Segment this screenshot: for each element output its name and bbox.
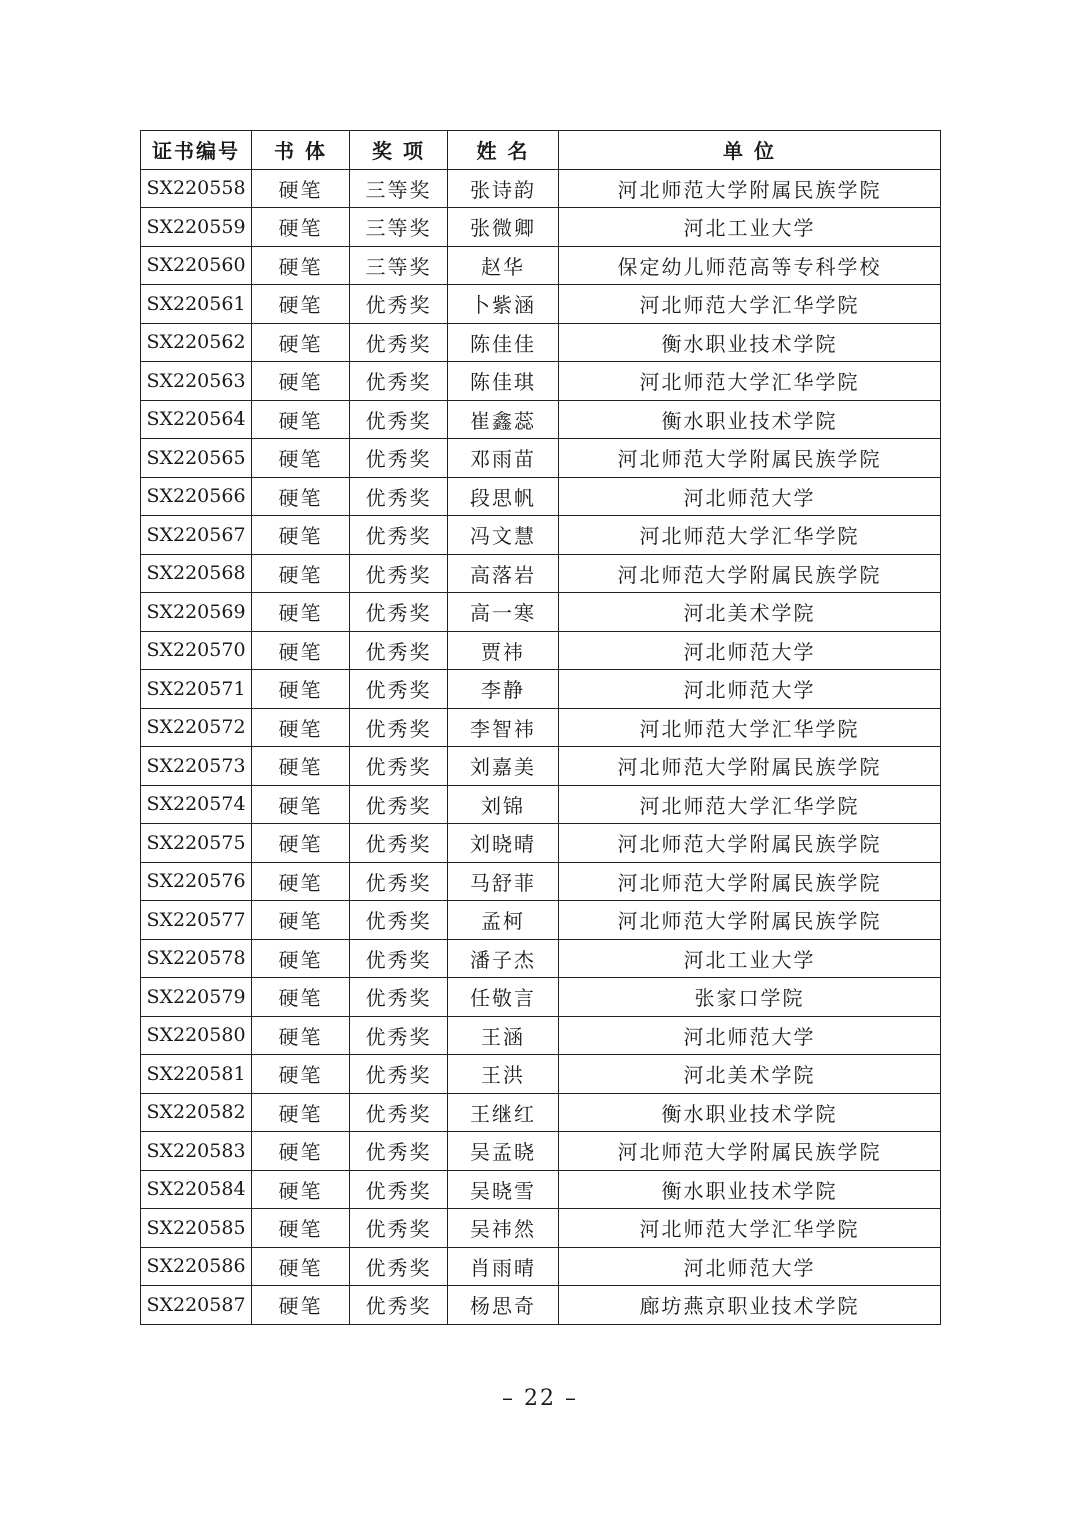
name-cell: 陈佳琪	[448, 362, 559, 401]
unit-cell: 河北师范大学汇华学院	[559, 1209, 941, 1248]
script-type-cell: 硬笔	[252, 862, 350, 901]
cert-number-cell: SX220571	[141, 670, 252, 709]
script-type-cell: 硬笔	[252, 708, 350, 747]
name-cell: 李静	[448, 670, 559, 709]
table-row	[141, 593, 941, 632]
unit-cell: 河北师范大学附属民族学院	[559, 439, 941, 478]
name-cell: 高落岩	[448, 554, 559, 593]
award-cell: 优秀奖	[350, 901, 448, 940]
script-type-cell: 硬笔	[252, 1093, 350, 1132]
table-row	[141, 1209, 941, 1248]
award-cell: 优秀奖	[350, 1170, 448, 1209]
award-cell: 优秀奖	[350, 670, 448, 709]
table-row	[141, 362, 941, 401]
name-cell: 刘晓晴	[448, 824, 559, 863]
award-cell: 优秀奖	[350, 978, 448, 1017]
cert-number-cell: SX220569	[141, 593, 252, 632]
award-cell: 优秀奖	[350, 1209, 448, 1248]
name-cell: 刘嘉美	[448, 747, 559, 786]
table-row	[141, 862, 941, 901]
name-cell: 贾祎	[448, 631, 559, 670]
cert-number-cell: SX220563	[141, 362, 252, 401]
name-cell: 段思帆	[448, 477, 559, 516]
table-row	[141, 708, 941, 747]
unit-cell: 河北师范大学	[559, 670, 941, 709]
cert-number-cell: SX220577	[141, 901, 252, 940]
header-award: 奖 项	[350, 131, 448, 170]
script-type-cell: 硬笔	[252, 477, 350, 516]
name-cell: 李智祎	[448, 708, 559, 747]
cert-number-cell: SX220579	[141, 978, 252, 1017]
unit-cell: 河北师范大学汇华学院	[559, 285, 941, 324]
unit-cell: 衡水职业技术学院	[559, 400, 941, 439]
unit-cell: 河北师范大学附属民族学院	[559, 824, 941, 863]
award-cell: 优秀奖	[350, 1286, 448, 1325]
cert-number-cell: SX220568	[141, 554, 252, 593]
table-row	[141, 670, 941, 709]
award-cell: 优秀奖	[350, 593, 448, 632]
table-row	[141, 747, 941, 786]
cert-number-cell: SX220558	[141, 169, 252, 208]
header-row	[141, 131, 941, 170]
name-cell: 吴孟晓	[448, 1132, 559, 1171]
name-cell: 赵华	[448, 246, 559, 285]
unit-cell: 河北工业大学	[559, 939, 941, 978]
unit-cell: 河北师范大学汇华学院	[559, 516, 941, 555]
cert-number-cell: SX220576	[141, 862, 252, 901]
unit-cell: 河北师范大学	[559, 631, 941, 670]
unit-cell: 河北师范大学	[559, 1247, 941, 1286]
award-cell: 优秀奖	[350, 939, 448, 978]
table-row	[141, 400, 941, 439]
name-cell: 张微卿	[448, 208, 559, 247]
script-type-cell: 硬笔	[252, 516, 350, 555]
name-cell: 陈佳佳	[448, 323, 559, 362]
unit-cell: 衡水职业技术学院	[559, 323, 941, 362]
unit-cell: 河北美术学院	[559, 1055, 941, 1094]
table-body	[141, 169, 941, 1324]
award-table	[140, 130, 941, 1325]
award-cell: 优秀奖	[350, 1247, 448, 1286]
table-row	[141, 631, 941, 670]
cert-number-cell: SX220560	[141, 246, 252, 285]
unit-cell: 廊坊燕京职业技术学院	[559, 1286, 941, 1325]
script-type-cell: 硬笔	[252, 208, 350, 247]
name-cell: 孟柯	[448, 901, 559, 940]
award-cell: 优秀奖	[350, 323, 448, 362]
unit-cell: 河北工业大学	[559, 208, 941, 247]
name-cell: 任敬言	[448, 978, 559, 1017]
cert-number-cell: SX220564	[141, 400, 252, 439]
award-cell: 优秀奖	[350, 1016, 448, 1055]
cert-number-cell: SX220578	[141, 939, 252, 978]
script-type-cell: 硬笔	[252, 593, 350, 632]
unit-cell: 河北师范大学汇华学院	[559, 708, 941, 747]
cert-number-cell: SX220566	[141, 477, 252, 516]
table-row	[141, 1170, 941, 1209]
name-cell: 张诗韵	[448, 169, 559, 208]
table-row	[141, 439, 941, 478]
name-cell: 杨思奇	[448, 1286, 559, 1325]
table-row	[141, 554, 941, 593]
table-row	[141, 1055, 941, 1094]
unit-cell: 张家口学院	[559, 978, 941, 1017]
page-number: – 22 –	[502, 1386, 578, 1411]
name-cell: 高一寒	[448, 593, 559, 632]
unit-cell: 河北师范大学附属民族学院	[559, 1132, 941, 1171]
script-type-cell: 硬笔	[252, 439, 350, 478]
script-type-cell: 硬笔	[252, 824, 350, 863]
table-row	[141, 1132, 941, 1171]
script-type-cell: 硬笔	[252, 1170, 350, 1209]
cert-number-cell: SX220587	[141, 1286, 252, 1325]
table-row	[141, 824, 941, 863]
name-cell: 马舒菲	[448, 862, 559, 901]
unit-cell: 河北师范大学附属民族学院	[559, 169, 941, 208]
script-type-cell: 硬笔	[252, 978, 350, 1017]
script-type-cell: 硬笔	[252, 1286, 350, 1325]
cert-number-cell: SX220573	[141, 747, 252, 786]
award-cell: 优秀奖	[350, 1093, 448, 1132]
unit-cell: 河北师范大学附属民族学院	[559, 554, 941, 593]
table-row	[141, 285, 941, 324]
table-row	[141, 169, 941, 208]
name-cell: 崔鑫蕊	[448, 400, 559, 439]
header-unit: 单 位	[559, 131, 941, 170]
award-cell: 优秀奖	[350, 516, 448, 555]
name-cell: 潘子杰	[448, 939, 559, 978]
name-cell: 吴祎然	[448, 1209, 559, 1248]
name-cell: 冯文慧	[448, 516, 559, 555]
script-type-cell: 硬笔	[252, 939, 350, 978]
unit-cell: 河北师范大学汇华学院	[559, 362, 941, 401]
name-cell: 卜紫涵	[448, 285, 559, 324]
cert-number-cell: SX220585	[141, 1209, 252, 1248]
table-row	[141, 978, 941, 1017]
name-cell: 肖雨晴	[448, 1247, 559, 1286]
script-type-cell: 硬笔	[252, 323, 350, 362]
cert-number-cell: SX220584	[141, 1170, 252, 1209]
cert-number-cell: SX220574	[141, 785, 252, 824]
table-row	[141, 1016, 941, 1055]
table-row	[141, 246, 941, 285]
cert-number-cell: SX220583	[141, 1132, 252, 1171]
cert-number-cell: SX220561	[141, 285, 252, 324]
name-cell: 王洪	[448, 1055, 559, 1094]
table-row	[141, 1247, 941, 1286]
cert-number-cell: SX220559	[141, 208, 252, 247]
award-cell: 优秀奖	[350, 400, 448, 439]
award-cell: 优秀奖	[350, 785, 448, 824]
cert-number-cell: SX220575	[141, 824, 252, 863]
unit-cell: 河北师范大学附属民族学院	[559, 862, 941, 901]
script-type-cell: 硬笔	[252, 631, 350, 670]
award-cell: 优秀奖	[350, 824, 448, 863]
name-cell: 吴晓雪	[448, 1170, 559, 1209]
script-type-cell: 硬笔	[252, 1209, 350, 1248]
header-name: 姓 名	[448, 131, 559, 170]
script-type-cell: 硬笔	[252, 785, 350, 824]
unit-cell: 衡水职业技术学院	[559, 1170, 941, 1209]
cert-number-cell: SX220582	[141, 1093, 252, 1132]
script-type-cell: 硬笔	[252, 362, 350, 401]
award-cell: 优秀奖	[350, 1132, 448, 1171]
script-type-cell: 硬笔	[252, 246, 350, 285]
table-header	[141, 131, 941, 170]
script-type-cell: 硬笔	[252, 285, 350, 324]
table-row	[141, 208, 941, 247]
cert-number-cell: SX220562	[141, 323, 252, 362]
cert-number-cell: SX220572	[141, 708, 252, 747]
name-cell: 刘锦	[448, 785, 559, 824]
award-cell: 优秀奖	[350, 708, 448, 747]
unit-cell: 河北师范大学	[559, 1016, 941, 1055]
script-type-cell: 硬笔	[252, 1016, 350, 1055]
cert-number-cell: SX220570	[141, 631, 252, 670]
table-row	[141, 323, 941, 362]
script-type-cell: 硬笔	[252, 169, 350, 208]
award-cell: 优秀奖	[350, 439, 448, 478]
award-cell: 优秀奖	[350, 554, 448, 593]
unit-cell: 河北师范大学附属民族学院	[559, 901, 941, 940]
script-type-cell: 硬笔	[252, 747, 350, 786]
award-cell: 优秀奖	[350, 862, 448, 901]
header-cert-number: 证书编号	[141, 131, 252, 170]
cert-number-cell: SX220580	[141, 1016, 252, 1055]
award-cell: 三等奖	[350, 208, 448, 247]
table-row	[141, 939, 941, 978]
table-row	[141, 1093, 941, 1132]
award-cell: 优秀奖	[350, 1055, 448, 1094]
cert-number-cell: SX220567	[141, 516, 252, 555]
unit-cell: 保定幼儿师范高等专科学校	[559, 246, 941, 285]
award-cell: 三等奖	[350, 169, 448, 208]
table-row	[141, 516, 941, 555]
script-type-cell: 硬笔	[252, 1132, 350, 1171]
cert-number-cell: SX220565	[141, 439, 252, 478]
cert-number-cell: SX220581	[141, 1055, 252, 1094]
table-row	[141, 901, 941, 940]
award-cell: 优秀奖	[350, 747, 448, 786]
script-type-cell: 硬笔	[252, 901, 350, 940]
award-cell: 优秀奖	[350, 362, 448, 401]
award-cell: 优秀奖	[350, 285, 448, 324]
unit-cell: 河北师范大学汇华学院	[559, 785, 941, 824]
cert-number-cell: SX220586	[141, 1247, 252, 1286]
unit-cell: 河北师范大学附属民族学院	[559, 747, 941, 786]
unit-cell: 河北美术学院	[559, 593, 941, 632]
unit-cell: 河北师范大学	[559, 477, 941, 516]
script-type-cell: 硬笔	[252, 1055, 350, 1094]
table-row	[141, 785, 941, 824]
script-type-cell: 硬笔	[252, 670, 350, 709]
script-type-cell: 硬笔	[252, 1247, 350, 1286]
header-script-type: 书 体	[252, 131, 350, 170]
award-cell: 三等奖	[350, 246, 448, 285]
table-row	[141, 1286, 941, 1325]
script-type-cell: 硬笔	[252, 400, 350, 439]
name-cell: 王涵	[448, 1016, 559, 1055]
name-cell: 王继红	[448, 1093, 559, 1132]
unit-cell: 衡水职业技术学院	[559, 1093, 941, 1132]
award-cell: 优秀奖	[350, 631, 448, 670]
award-cell: 优秀奖	[350, 477, 448, 516]
script-type-cell: 硬笔	[252, 554, 350, 593]
name-cell: 邓雨苗	[448, 439, 559, 478]
table-row	[141, 477, 941, 516]
